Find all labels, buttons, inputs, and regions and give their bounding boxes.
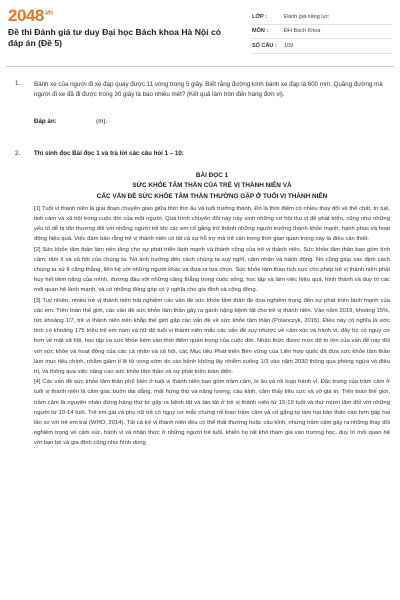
- question-number: 2.: [15, 150, 21, 157]
- meta-key: LỚP :: [252, 13, 267, 20]
- passage-title-line-1: SỨC KHỎE TÂM THẦN CỦA TRẺ VỊ THÀNH NIÊN VÀ: [132, 182, 292, 189]
- answer-label: Đáp án:: [34, 118, 57, 125]
- answer-unit: (m).: [96, 118, 108, 125]
- answer-line: [34, 118, 107, 125]
- meta-row-class: [252, 10, 392, 25]
- header-divider: [6, 66, 394, 67]
- site-logo[interactable]: [8, 6, 52, 26]
- reading-passage: [34, 170, 390, 449]
- question-number: 1.: [15, 80, 21, 87]
- meta-value: Đánh giá năng lực: [284, 13, 329, 20]
- meta-value: 109: [284, 42, 294, 49]
- meta-value: ĐH Bách Khoa: [284, 28, 321, 35]
- meta-row-subject: [252, 25, 392, 40]
- exam-meta-table: [252, 10, 392, 54]
- question-text: Thí sinh đọc Bài đọc 1 và trả lời các câu hỏi 1 – 10:: [34, 150, 184, 157]
- meta-key: SỐ CÂU :: [252, 42, 277, 49]
- passage-heading: BÀI ĐỌC 1: [195, 172, 229, 179]
- logo-text: 2048: [8, 6, 44, 25]
- meta-row-count: [252, 39, 392, 54]
- question-text: Bánh xe của người đi xe đạp quay được 11 vòng trong 5 giây. Biết rằng đường kính bánh xe đạp là 600 mm. Quãng đường mà người đi xe đã đi được trong 30 giây là bao nhiêu mét? (Kết quả làm tròn đến hàng đơn vị).: [34, 81, 383, 99]
- document-header: [0, 0, 400, 58]
- passage-paragraph-2: [2] Sức khỏe tâm thần làm nền tảng cho sự phát triển lành mạnh và thành công của trẻ vị thành niên. Sức khỏe tâm thần bao gồm tình cảm, tâm lí và xã hội của chúng ta. Nó ảnh hưởng đến cách chúng ta suy nghĩ, cảm nhận và hành động. Nó cũng giúp xác định cách chúng ta xử lí căng thẳng, liên hệ với những người khác và đưa ra lựa chọn. Sức khỏe tâm thần tích cực cho phép trẻ vị thành niên phát huy hết tiềm năng của mình, đương đầu với những căng thẳng trong cuộc sống, học tập và làm việc hiệu quả, hình thành và duy trì các mối quan hệ lành mạnh, và có những đóng góp có ý nghĩa cho gia đình và cộng đồng.: [34, 246, 390, 294]
- page-title: Đề thi Đánh giá tư duy Đại học Bách khoa Hà Nội có đáp án (Đề 5): [8, 27, 221, 48]
- passage-paragraph-3: [3] Tuy nhiên, nhiều trẻ vị thành niên trải nghiệm các vấn đề sức khỏe tâm thần đe dọa nghiêm trọng đến sự phát triển lành mạnh của các em. Trên toàn thế giới, các vấn đề sức khỏe tâm thần gây ra gánh nặng bệnh tật cho trẻ vị thành niên. Vào năm 2019, khoảng 15%, tức khoảng 1/7, trẻ vị thành niên trên khắp thế giới gặp các vấn đề về sức khỏe tâm thần (Polanczyk, 2015). Điều này có nghĩa là ước tính có khoảng 175 triệu trẻ em nam và nữ độ tuổi vị thành niên mắc các vấn đề suy nhược về cảm xúc và hành vi, đây họ có nguy cơ hơn về mặt xã hội, học tập và sức khỏe kém vào thời điểm quan trọng của cuộc đời. Nhận thức được mức độ to lớn của vấn đề này đối với sức khỏe và hoạt động của các cá nhân và xã hội, các Mục tiêu Phát triển Bền vững của Liên hợp quốc đã đưa sức khỏe tâm thần làm mục tiêu chính, nhằm giảm tỉ lệ tử vong sớm do các bệnh không lây nhiễm xuống 1/3 vào năm 2030 thông qua phòng ngừa và điều trị, và thông qua việc nâng cao sức khỏe tâm thần và sự phát triển toàn diện.: [34, 297, 390, 376]
- logo-suffix: .vn: [43, 9, 53, 17]
- passage-title-line-2: CÁC VẤN ĐỀ SỨC KHỎE TÂM THẦN THƯỜNG GẶP Ở TUỔI VỊ THÀNH NIÊN: [96, 193, 328, 201]
- meta-key: MÔN :: [252, 28, 269, 35]
- passage-paragraph-1: [1] Tuổi vị thành niên là giai đoạn chuyển giao giữa thời thơ ấu và tuổi trưởng thành. Đó là thời điểm có nhiều thay đổi về thể chất, trí tuệ, tinh cảm và xã hội trong cuộc đời của một người. Quá trình chuyển đổi này nảy sinh những cơ hội thú vị để phát triển, cũng như những yếu tố dễ bị tổn thương đối với những người trẻ khi các em cố gắng trở thành những người trưởng thành khỏe mạnh, hạnh phúc và hoạt động hiệu quả. Việc đảm bảo rằng trẻ vị thành niên có tất cả sự hỗ trợ mà trẻ cần trong thời gian quan trọng này là điều cần thiết.: [34, 205, 390, 243]
- passage-paragraph-4: [4] Các vấn đề sức khỏe tâm thần phổ biến ở tuổi vị thành niên bao gồm trầm cảm, lo âu và rối loạn hành vi. Đặc trưng của trầm cảm ở tuổi vị thành niên là cảm giác buồn dai dẳng, mất hứng thú và năng lượng, cáu kỉnh, cảm thấy tiêu cực và vô giá trị. Trên toàn thế giới, trầm cảm là nguyên nhân đứng hàng thứ tư gây ra bệnh tật và tàn tật ở trẻ vị thành niên từ 15-19 tuổi và thứ mười lăm đối với những người từ 10-14 tuổi. Trẻ em gái và phụ nữ trẻ có nguy cơ mắc chứng rối loạn trầm cảm và cố gắng tự làm hại bản thân cao hơn gấp hai lần so với trẻ em trai (WHO, 2014). Tất cả trẻ vị thành niên đều có thể thất thường hoặc cáu kỉnh, nhưng trầm cảm gây ra những thay đổi nghiêm trọng về cảm xúc, hành vi và nhận thức ở những người trẻ tuổi, khiến họ rất khó tham gia vào trường học, duy trì mối quan hệ với bạn bè và gia đình cũng như hình dung: [34, 379, 390, 447]
